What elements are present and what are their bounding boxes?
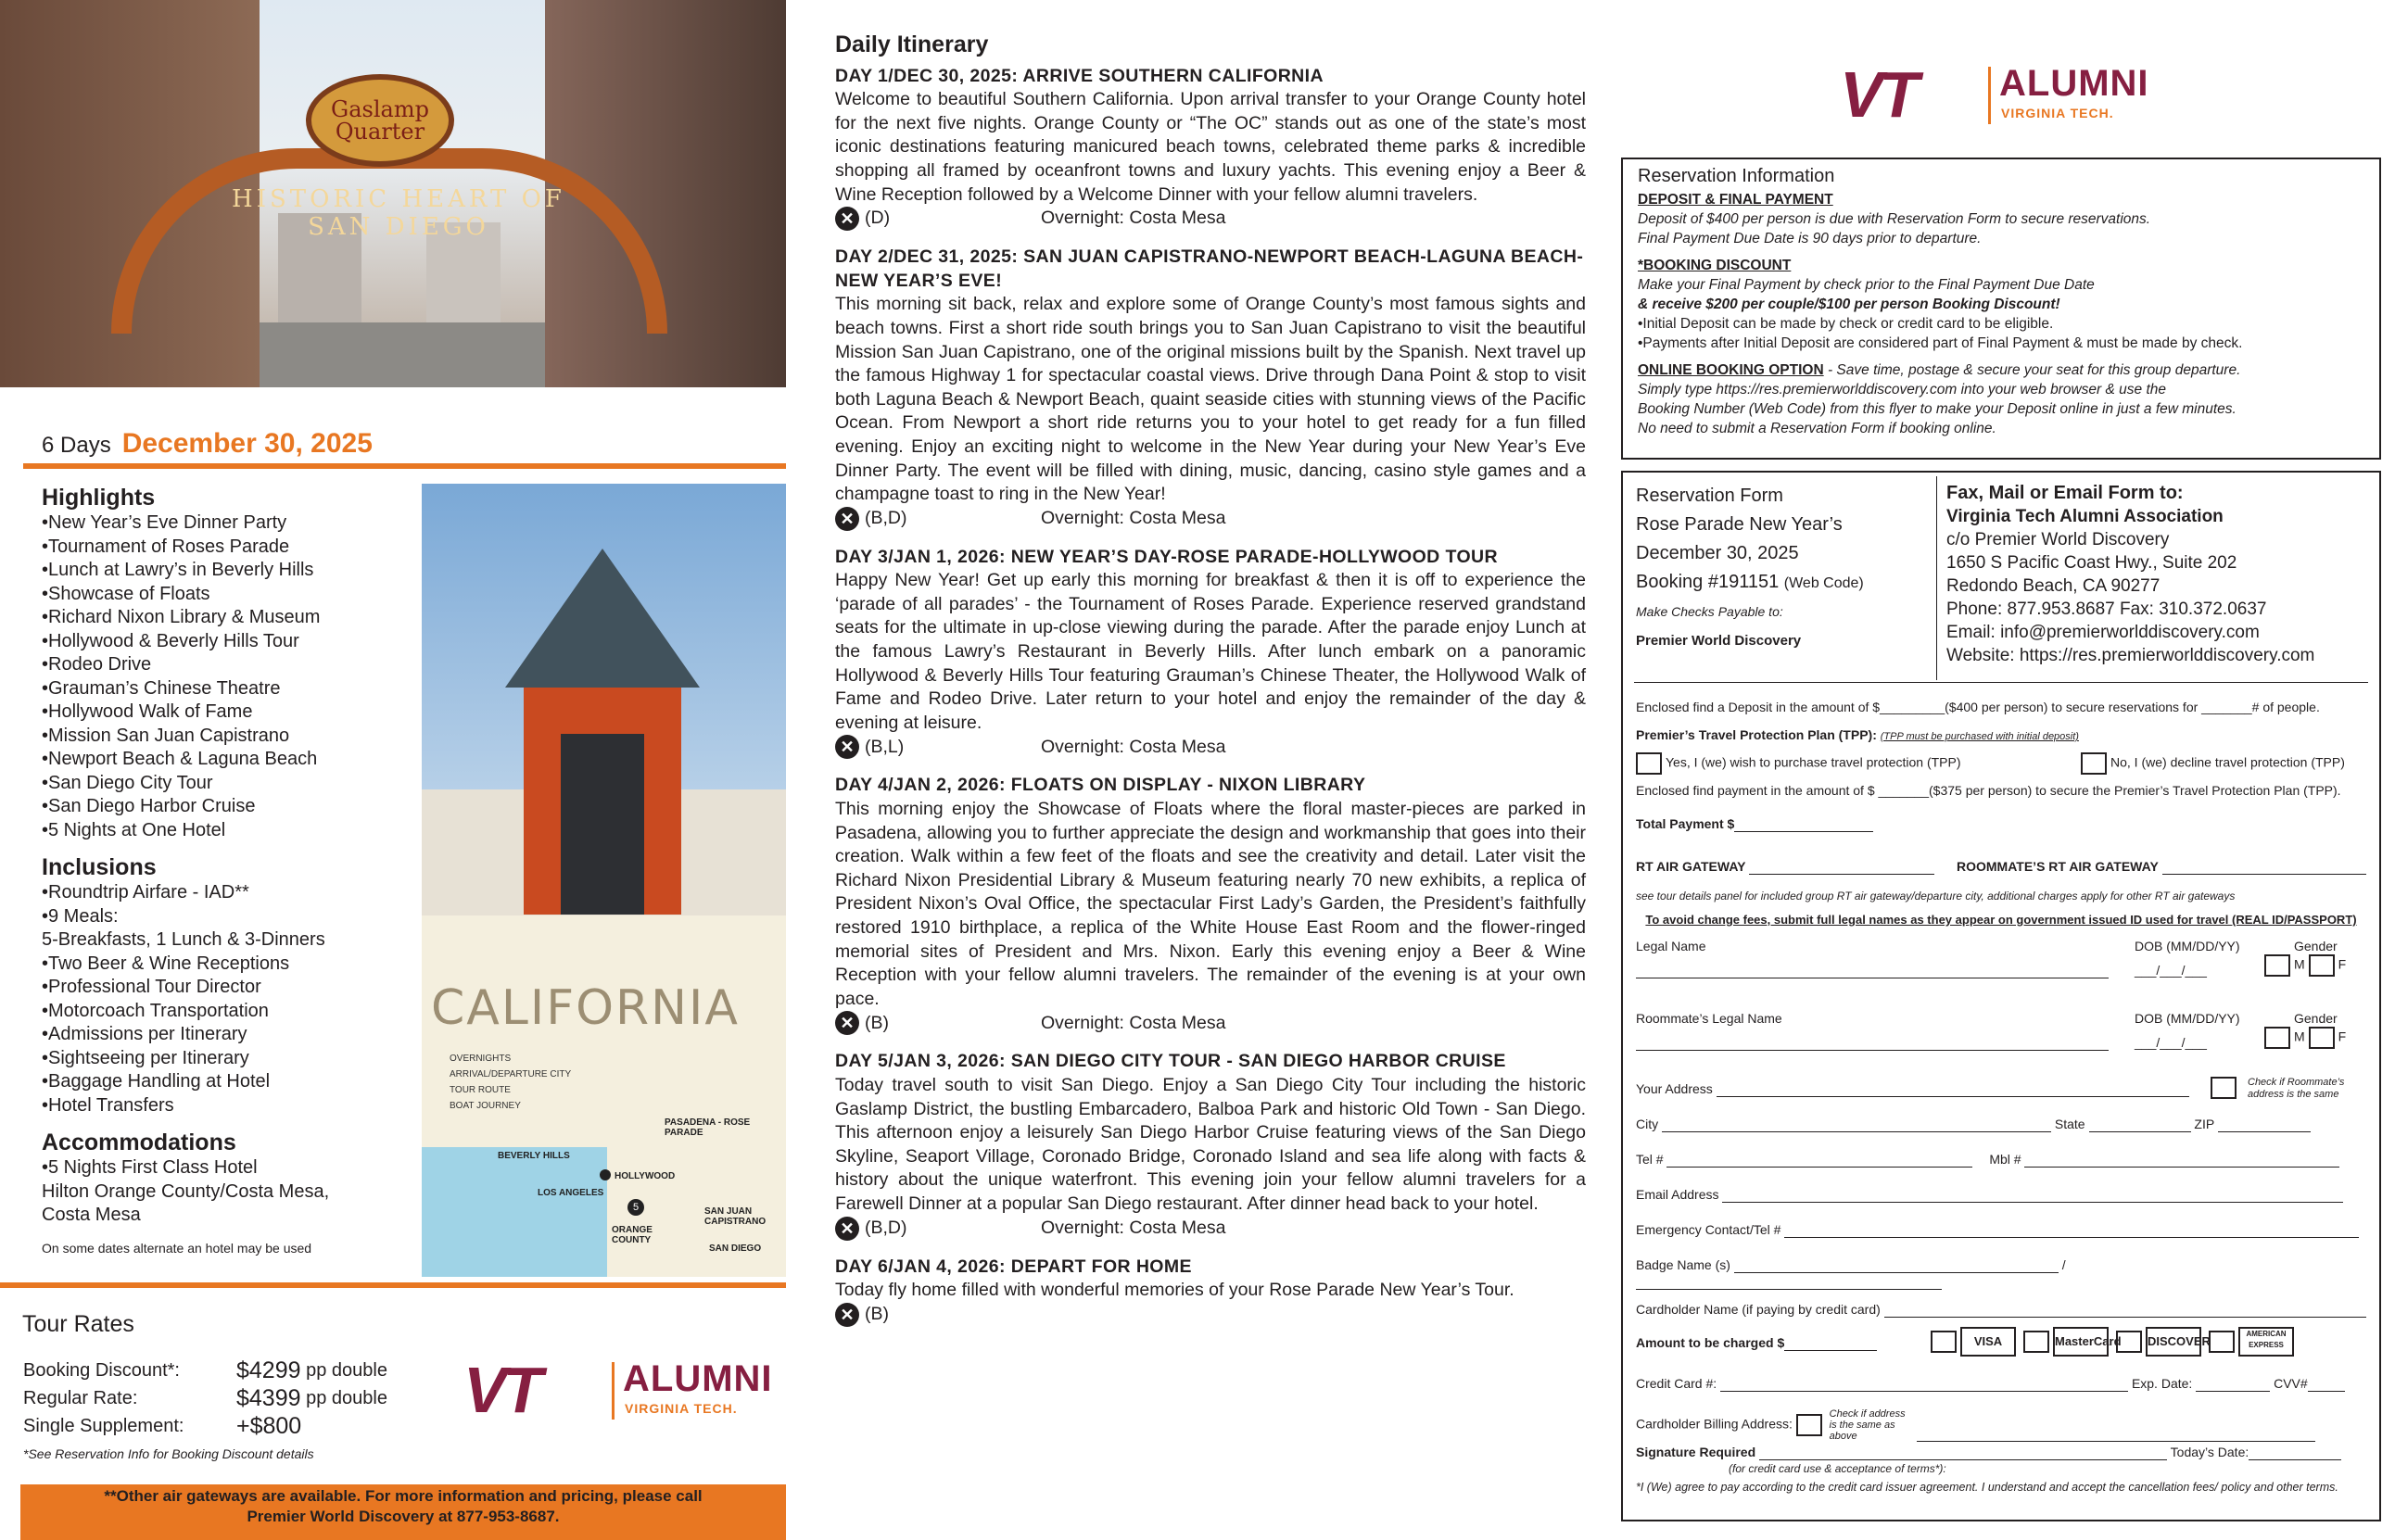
gender-f-checkbox[interactable] — [2309, 954, 2335, 977]
accommodation-item: •5 Nights First Class Hotel — [42, 1157, 258, 1178]
overnight-marker: 5 — [627, 1199, 644, 1216]
badge-name-2-field[interactable] — [1636, 1275, 1942, 1290]
virginia-tech-wordmark: VIRGINIA TECH. — [625, 1401, 738, 1416]
highlights-panel — [42, 484, 422, 1271]
card-checkbox[interactable] — [1931, 1331, 1957, 1353]
highlight-item: •San Diego Harbor Cruise — [42, 796, 256, 816]
day-description: Today fly home filled with wonderful memories of your Rose Parade New Year’s Tour. — [835, 1280, 1514, 1301]
highlight-item: •Tournament of Roses Parade — [42, 536, 290, 557]
booking-number: Booking #191151 — [1636, 572, 1780, 592]
rate-row: Regular Rate: $4399 pp double — [23, 1385, 387, 1411]
vt-alumni-logo — [463, 1354, 773, 1426]
email-field[interactable] — [1722, 1188, 2343, 1203]
trip-date: December 30, 2025 — [121, 428, 373, 459]
divider — [23, 463, 786, 469]
highlight-item: •New Year’s Eve Dinner Party — [42, 512, 287, 533]
vt-logo-mark: VT — [1840, 58, 1916, 131]
inclusions-section — [42, 853, 422, 1117]
billing-address-field[interactable] — [1917, 1427, 2315, 1442]
highlight-item: •5 Nights at One Hotel — [42, 819, 226, 840]
inclusion-item: •Sightseeing per Itinerary — [42, 1047, 249, 1068]
inclusion-item: •Admissions per Itinerary — [42, 1024, 247, 1044]
inclusion-item: •Professional Tour Director — [42, 977, 261, 997]
map-label: ORANGE COUNTY — [612, 1225, 653, 1245]
accommodations-title: Accommodations — [42, 1130, 236, 1155]
roommate-address-checkbox[interactable] — [2211, 1077, 2237, 1099]
day-title: DAY 2/DEC 31, 2025: SAN JUAN CAPISTRANO-NEWPORT BEACH-LAGUNA BEACH-NEW YEAR’S EVE! — [835, 246, 1584, 291]
emergency-contact-field[interactable] — [1784, 1223, 2359, 1238]
day-title: DAY 3/JAN 1, 2026: NEW YEAR’S DAY-ROSE PARADE-HOLLYWOOD TOUR — [835, 546, 1498, 567]
roommate-name-field[interactable] — [1636, 1036, 2109, 1051]
overnight: Overnight: Costa Mesa — [1041, 1012, 1226, 1033]
day-description: This morning enjoy the Showcase of Floats where the floral master-pieces are parked in Pasadena, allowing you to further appreciate the design and workmanship that goes into their creation. Walk within a few feet of the floats and see the creativity and detail. Later visit the Richard Nixon Presidential Library & Museum featuring nearly 70 new exhibits, a replica of President Nixon’s Oval Office, the spectacular First Lady’s Garden, the President’s faithfully restored 1910 birthplace, a replica of the White House East Room and the flower-ringed memorial sites of President and Mrs. Nixon. Early this evening enjoy a Beer & Wine Reception with your fellow alumni travelers. The remainder of the evening is at your own pace. — [835, 799, 1586, 1009]
highlight-item: •Grauman’s Chinese Theatre — [42, 677, 281, 699]
address-field[interactable] — [1717, 1082, 2189, 1097]
map-legend-item: TOUR ROUTE — [450, 1085, 511, 1095]
trip-duration: 6 Days December 30, 2025 — [42, 428, 373, 459]
meal-icon: ✕ — [835, 507, 859, 531]
footer-note: **Other air gateways are available. For more information and pricing, please call Premier World Discovery at 877-953-8687. — [20, 1484, 786, 1540]
exp-date-field[interactable] — [2196, 1377, 2270, 1392]
total-payment-field[interactable] — [1734, 817, 1873, 832]
meal-icon: ✕ — [835, 735, 859, 759]
gender-m-checkbox[interactable] — [2264, 954, 2290, 977]
zip-field[interactable] — [2218, 1117, 2311, 1132]
rates-note: *See Reservation Info for Booking Discount details — [23, 1446, 314, 1461]
map-label: PASADENA - ROSE PARADE — [665, 1117, 751, 1138]
overnight: Overnight: Costa Mesa — [1041, 736, 1226, 757]
california-map — [422, 915, 786, 1277]
virginia-tech-wordmark: VIRGINIA TECH. — [2001, 106, 2114, 120]
mobile-field[interactable] — [2024, 1153, 2339, 1168]
itinerary-day — [835, 546, 1586, 760]
map-legend-item: BOAT JOURNEY — [450, 1101, 521, 1111]
overnight: Overnight: Costa Mesa — [1041, 1217, 1226, 1238]
card-logo-icon: MasterCard — [2053, 1327, 2109, 1357]
meal-icon: ✕ — [835, 207, 859, 231]
itinerary-day — [835, 65, 1586, 232]
day-title: DAY 6/JAN 4, 2026: DEPART FOR HOME — [835, 1256, 1192, 1277]
itinerary-title: Daily Itinerary — [835, 32, 989, 57]
map-legend — [450, 1051, 571, 1114]
credit-card-field[interactable] — [1720, 1377, 2128, 1392]
cardholder-name-field[interactable] — [1884, 1303, 2366, 1318]
day-description: Welcome to beautiful Southern California. Upon arrival transfer to your Orange County hotel for the next five nights. Orange County or “The OC” stands out as one of the state’s most iconic destinations featuring manicured beach towns, celebrated theme parks & incredible shopping all framed by oceanfront towns and luxury yachts. This evening enjoy a Beer & Wine Reception followed by a Welcome Dinner with your fellow alumni travelers. — [835, 89, 1586, 205]
state-field[interactable] — [2089, 1117, 2191, 1132]
itinerary-day — [835, 1050, 1586, 1240]
card-logo-icon: DISCOVER — [2146, 1327, 2201, 1357]
inclusion-item: 5-Breakfasts, 1 Lunch & 3-Dinners — [42, 929, 325, 950]
card-checkbox[interactable] — [2209, 1331, 2235, 1353]
cvv-field[interactable] — [2308, 1377, 2345, 1392]
map-legend-item: OVERNIGHTS — [450, 1054, 512, 1064]
map-title: CALIFORNIA — [431, 980, 740, 1036]
meal-icon: ✕ — [835, 1217, 859, 1241]
map-label: BEVERLY HILLS — [498, 1151, 570, 1161]
arch-text: HISTORIC HEART OF SAN DIEGO — [232, 185, 565, 241]
divider — [0, 1282, 786, 1288]
itinerary-day — [835, 1256, 1586, 1327]
itinerary-day — [835, 774, 1586, 1035]
highlight-item: •Hollywood & Beverly Hills Tour — [42, 630, 299, 651]
map-label: SAN JUAN CAPISTRANO — [704, 1206, 767, 1227]
highlight-item: •Lunch at Lawry’s in Beverly Hills — [42, 560, 314, 580]
city-field[interactable] — [1662, 1117, 2051, 1132]
day-description: Happy New Year! Get up early this morning for breakfast & then it is off to experience the ‘parade of all parades’ - the Tournament of Roses Parade. Experience reserved grandstand seats for the ultimate in up-close viewing during the parade. After the parade enjoy Lunch at the famous Lawry’s Restaurant in Beverly Hills. After lunch embark on a panoramic Hollywood & Beverly Hills Tour featuring Grauman’s Chinese Theater, the Hollywood Walk of Fame and Rodeo Drive. Later return to your hotel and enjoy the remainder of the day & evening at leisure. — [835, 570, 1586, 733]
day-description: This morning sit back, relax and explore some of Orange County’s most famous sights and beach towns. First a short ride south brings you to San Juan Capistrano to visit the beautiful Mission San Juan Capistrano, one of the original missions built by the Spanish. Next travel up the famous Highway 1 for spectacular coastal views. Drive through Dana Point & stop to visit both Laguna Beach & Newport Beach, quaint seaside cities with stunning views of the Pacific Ocean. From Newport a short ride returns you to your hotel to get ready for a fun filled evening. Enjoy an exciting night to welcome in the New Year during your New Year’s Eve Dinner Party. The event will be filled with dining, music, dancing, casino style games and a champagne toast to ring in the New Year! — [835, 294, 1586, 505]
amount-field[interactable] — [1784, 1336, 1877, 1351]
day-title: DAY 5/JAN 3, 2026: SAN DIEGO CITY TOUR - SAN DIEGO HARBOR CRUISE — [835, 1051, 1506, 1072]
card-logo-icon: VISA — [1960, 1327, 2016, 1357]
tel-field[interactable] — [1666, 1153, 1972, 1168]
signature-field[interactable] — [1759, 1445, 2167, 1460]
tpp-payment-line[interactable]: Enclosed find payment in the amount of $ _______($375 per person) to secure the Premier’s Travel Protection Plan (TPP). — [1636, 783, 2341, 798]
rates-title: Tour Rates — [22, 1311, 134, 1337]
inclusion-item: •Two Beer & Wine Receptions — [42, 953, 290, 974]
legal-name-field[interactable] — [1636, 964, 2109, 978]
vt-alumni-logo-top — [1840, 58, 2149, 131]
highlights-section — [42, 484, 422, 842]
map-label: SAN DIEGO — [709, 1243, 762, 1254]
highlights-title: Highlights — [42, 485, 156, 511]
inclusion-item: •Hotel Transfers — [42, 1094, 174, 1116]
hero-photo — [0, 0, 786, 387]
day-title: DAY 1/DEC 30, 2025: ARRIVE SOUTHERN CALIFORNIA — [835, 65, 1324, 86]
meal-icon: ✕ — [835, 1303, 859, 1327]
highlight-item: •San Diego City Tour — [42, 772, 213, 793]
meals: (B,L) — [865, 736, 905, 757]
gaslamp-sign: Gaslamp Quarter — [306, 74, 454, 167]
map-label: HOLLYWOOD — [615, 1171, 676, 1181]
form-title: Reservation Form — [1636, 486, 1783, 506]
meals: (B,D) — [865, 1217, 907, 1238]
roommate-gender-m-checkbox[interactable] — [2264, 1027, 2290, 1049]
highlight-item: •Mission San Juan Capistrano — [42, 725, 290, 746]
roommate-gateway-field[interactable] — [2162, 860, 2366, 875]
accommodations-section — [42, 1129, 422, 1260]
highlight-item: •Hollywood Walk of Fame — [42, 701, 253, 722]
highlight-item: •Showcase of Floats — [42, 583, 210, 604]
highlight-item: •Richard Nixon Library & Museum — [42, 607, 321, 627]
inclusion-item: •Motorcoach Transportation — [42, 1000, 269, 1021]
highlight-item: •Newport Beach & Laguna Beach — [42, 749, 318, 769]
card-logo-icon: AMERICAN EXPRESS — [2238, 1327, 2294, 1357]
accommodation-item: Costa Mesa — [42, 1205, 141, 1225]
meals: (B) — [865, 1303, 889, 1324]
alumni-wordmark: ALUMNI — [1999, 63, 2149, 104]
hotel-note: On some dates alternate an hotel may be used — [42, 1240, 312, 1256]
rt-gateway-field[interactable] — [1749, 860, 1934, 875]
tpp-no-checkbox[interactable] — [2081, 752, 2107, 775]
badge-name-field[interactable] — [1734, 1258, 2059, 1273]
itinerary-day — [835, 246, 1586, 531]
highlight-item: •Rodeo Drive — [42, 654, 152, 675]
tpp-yes-checkbox[interactable] — [1636, 752, 1662, 775]
inclusions-title: Inclusions — [42, 854, 157, 880]
reservation-form: Reservation Form Rose Parade New Year’s December 30, 2025 Booking #191151 (Web Code) Make Checks Payable to: Premier World Discovery Fax, Mail or Email Form to: Virginia Tech Alumni Association c/o Premier World Discovery 1650 S Pacific Coast Hwy., Suite 202 Redondo Beach, CA 90277 Phone: 877.953.8687 Fax: 310.372.0637 Email: info@premierworlddiscovery.com Website: https://res.premierworlddiscovery.com Enclosed find a Deposit in the amount of $_________($400 per person) to secure reservations for _______# of people. Premier’s Travel Protection Plan (TPP): (TPP must be purchased with initial deposit) Yes, I (we) wish to purchase travel protection (TPP) No, I (we) decline travel protection (TPP) Enclosed find payment in the amount of $ _______($375 per person) to secure the Premier’s Travel Protection Plan (TPP). Total Payment $ RT AIR GATEWAY ROOMMATE’S RT AIR GATEWAY see tour details panel for included group RT air gateway/departure city, additional charges apply for other RT air gateways To avoid change fees, submit full legal names as they appear on government issued ID used for travel (REAL ID/PASSPORT) Legal Name DOB (MM/DD/YY) Gender ___/___/___ M F Roommate’s Legal Name DOB (MM/DD/YY) Gender ___/___/___ M F Your Address Check if Roommate’s address is the same City State ZIP Tel # Mbl # Email Address Emergency Contact/Tel # Badge Name (s) / Cardholder Name (if paying by credit card) Amount to be charged $ VISA MasterCard DISCOVERAMERICAN EXPRESS Credit Card #: Exp. Date: CVV# Cardholder Billing Address: Check if address is the same as above Signature Required Today’s Date: (for credit card use & acceptance of terms*): *I (We) agree to pay according to the credit card issuer agreement. I understand and accept the cancellation fees/ policy and other terms. — [1621, 471, 2381, 1521]
meals: (B,D) — [865, 507, 907, 528]
chinese-theatre-photo — [422, 484, 786, 915]
overnight: Overnight: Costa Mesa — [1041, 208, 1226, 229]
map-marker — [600, 1169, 611, 1180]
map-label: LOS ANGELES — [538, 1188, 604, 1198]
meals: (D) — [865, 208, 891, 229]
vt-logo-mark: VT — [463, 1354, 539, 1426]
rate-row: Booking Discount*: $4299 pp double — [23, 1357, 387, 1383]
itinerary-column — [835, 33, 1586, 1342]
overnight: Overnight: Costa Mesa — [1041, 507, 1226, 528]
day-description: Today travel south to visit San Diego. Enjoy a San Diego City Tour including the historic Gaslamp District, the bustling Embarcadero, Balboa Park and historic Old Town - San Diego. This afternoon enjoy a leisurely San Diego Harbor Cruise featuring views of the San Diego Skyline, Seaport Village, Coronado Bridge, Coronado Island and sea life along with facts & history about the unique waterfront. This evening join your fellow alumni travelers for a Farewell Dinner at a popular San Diego restaurant. After dinner head back to your hotel. — [835, 1074, 1586, 1214]
meals: (B) — [865, 1012, 889, 1033]
deposit-line[interactable]: Enclosed find a Deposit in the amount of $_________($400 per person) to secure reservations for _______# of people. — [1636, 700, 2320, 714]
card-checkbox[interactable] — [2023, 1331, 2049, 1353]
map-legend-item: ARRIVAL/DEPARTURE CITY — [450, 1069, 572, 1079]
inclusion-item: •9 Meals: — [42, 905, 119, 927]
roommate-dob-field[interactable]: ___/___/___ — [2135, 1035, 2207, 1050]
card-checkbox[interactable] — [2116, 1331, 2142, 1353]
inclusion-item: •Roundtrip Airfare - IAD** — [42, 882, 249, 903]
roommate-gender-f-checkbox[interactable] — [2309, 1027, 2335, 1049]
todays-date-field[interactable] — [2249, 1445, 2341, 1460]
meal-icon: ✕ — [835, 1011, 859, 1035]
accommodation-item: Hilton Orange County/Costa Mesa, — [42, 1180, 330, 1202]
rate-row: Single Supplement: +$800 — [23, 1413, 302, 1439]
dob-field[interactable]: ___/___/___ — [2135, 963, 2207, 978]
rates-table — [23, 1357, 387, 1468]
inclusion-item: •Baggage Handling at Hotel — [42, 1071, 271, 1092]
day-title: DAY 4/JAN 2, 2026: FLOATS ON DISPLAY - NIXON LIBRARY — [835, 775, 1366, 796]
billing-same-checkbox[interactable] — [1796, 1414, 1822, 1436]
reservation-info: Reservation Information DEPOSIT & FINAL PAYMENT Deposit of $400 per person is due with Reservation Form to secure reservations. Final Payment Due Date is 90 days prior to departure. *BOOKING DISCOUNT Make your Final Payment by check prior to the Final Payment Due Date & receive $200 per couple/$100 per person Booking Discount! •Initial Deposit can be made by check or credit card to be eligible. •Payments after Initial Deposit are considered part of Final Payment & must be made by check. ONLINE BOOKING OPTION - Save time, postage & secure your seat for this group departure. Simply type https://res.premierworlddiscovery.com into your web browser & use the Booking Number (Web Code) from this flyer to make your Deposit online in just a few minutes. No need to submit a Reservation Form if booking online. — [1621, 158, 2381, 460]
alumni-wordmark: ALUMNI — [623, 1358, 773, 1399]
resinfo-title: Reservation Information — [1638, 166, 1835, 186]
